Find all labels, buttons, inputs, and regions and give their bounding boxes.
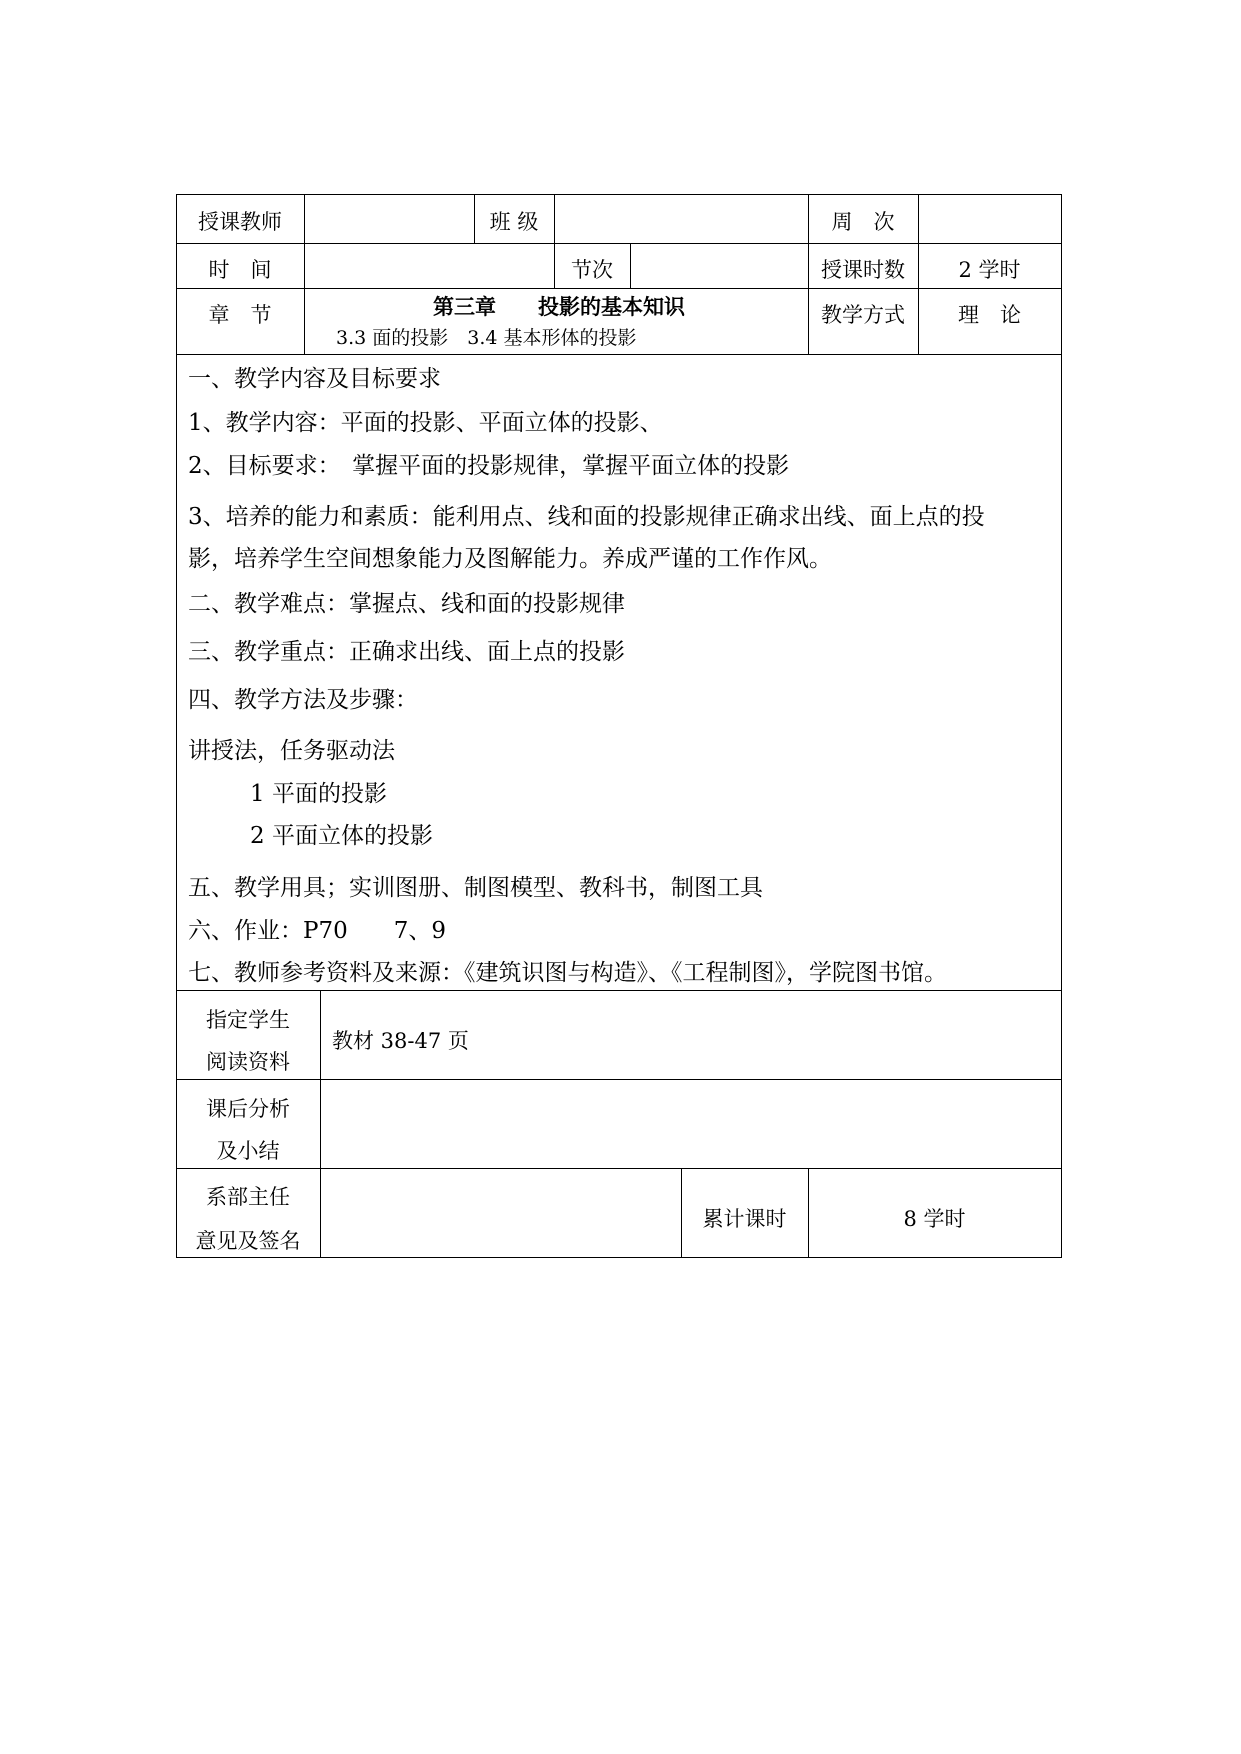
cumulative-label: 累计课时: [702, 1207, 787, 1231]
week-label: 周 次: [831, 210, 895, 234]
chapter-title: 第三章 投影的基本知识: [433, 294, 685, 319]
content-line: 影，培养学生空间想象能力及图解能力。养成严谨的工作作风。: [188, 546, 832, 572]
row-divider: [176, 1079, 1062, 1080]
hours-value: 2 学时: [958, 258, 1021, 282]
reading-label-line2: 阅读资料: [206, 1050, 290, 1074]
analysis-value[interactable]: [332, 1099, 1052, 1159]
time-value[interactable]: [312, 260, 548, 284]
director-label-line2: 意见及签名: [195, 1229, 301, 1253]
method-value: 理 论: [958, 303, 1021, 327]
content-heading-7: 七、教师参考资料及来源：《建筑识图与构造》、《工程制图》，学院图书馆。: [188, 960, 947, 986]
col-divider: [320, 990, 321, 1257]
time-label: 时 间: [208, 258, 272, 282]
content-line: 3、培养的能力和素质：能利用点、线和面的投影规律正确求出线、面上点的投: [188, 504, 985, 530]
section-no-label: 节次: [571, 258, 613, 282]
col-divider: [554, 194, 555, 243]
content-step: 1 平面的投影: [250, 781, 387, 807]
content-line: 2、目标要求： 掌握平面的投影规律，掌握平面立体的投影: [188, 453, 790, 479]
content-line: 1、教学内容：平面的投影、平面立体的投影、: [188, 410, 663, 436]
reading-value: 教材 38-47 页: [332, 1029, 469, 1053]
class-label: 班 级: [489, 210, 539, 234]
content-heading-2: 二、教学难点：掌握点、线和面的投影规律: [188, 591, 625, 617]
section-no-value[interactable]: [638, 260, 802, 284]
row-divider: [176, 354, 1062, 355]
content-step: 2 平面立体的投影: [250, 823, 433, 849]
row-divider: [176, 990, 1062, 991]
row-divider: [176, 288, 1062, 289]
director-label-line1: 系部主任: [206, 1185, 290, 1209]
teacher-label: 授课教师: [198, 210, 282, 234]
hours-label: 授课时数: [821, 258, 905, 282]
content-line: 讲授法，任务驱动法: [188, 738, 395, 764]
row-divider: [176, 243, 1062, 244]
col-divider: [304, 288, 305, 354]
chapter-subtitle: 3.3 面的投影 3.4 基本形体的投影: [336, 327, 637, 349]
content-heading-4: 四、教学方法及步骤：: [188, 687, 418, 713]
content-heading-5: 五、教学用具；实训图册、制图模型、教科书，制图工具: [188, 875, 763, 901]
analysis-label-line2: 及小结: [216, 1139, 280, 1163]
row-divider: [176, 1168, 1062, 1169]
col-divider: [630, 243, 631, 288]
table-border-bottom: [176, 1257, 1062, 1258]
content-heading-1: 一、教学内容及目标要求: [188, 366, 441, 392]
content-heading-6: 六、作业：P70 7、9: [188, 918, 447, 944]
content-heading-3: 三、教学重点：正确求出线、面上点的投影: [188, 639, 625, 665]
cumulative-value: 8 学时: [903, 1207, 966, 1231]
col-divider: [304, 243, 305, 288]
col-divider: [304, 194, 305, 243]
col-divider: [918, 194, 919, 243]
teacher-value[interactable]: [312, 212, 470, 236]
class-value[interactable]: [562, 212, 802, 236]
chapter-label: 章 节: [208, 303, 272, 327]
table-border-top: [176, 194, 1062, 195]
week-value[interactable]: [926, 212, 1056, 236]
director-value[interactable]: [328, 1187, 674, 1247]
reading-label-line1: 指定学生: [206, 1008, 290, 1032]
method-label: 教学方式: [821, 303, 905, 327]
analysis-label-line1: 课后分析: [206, 1097, 290, 1121]
